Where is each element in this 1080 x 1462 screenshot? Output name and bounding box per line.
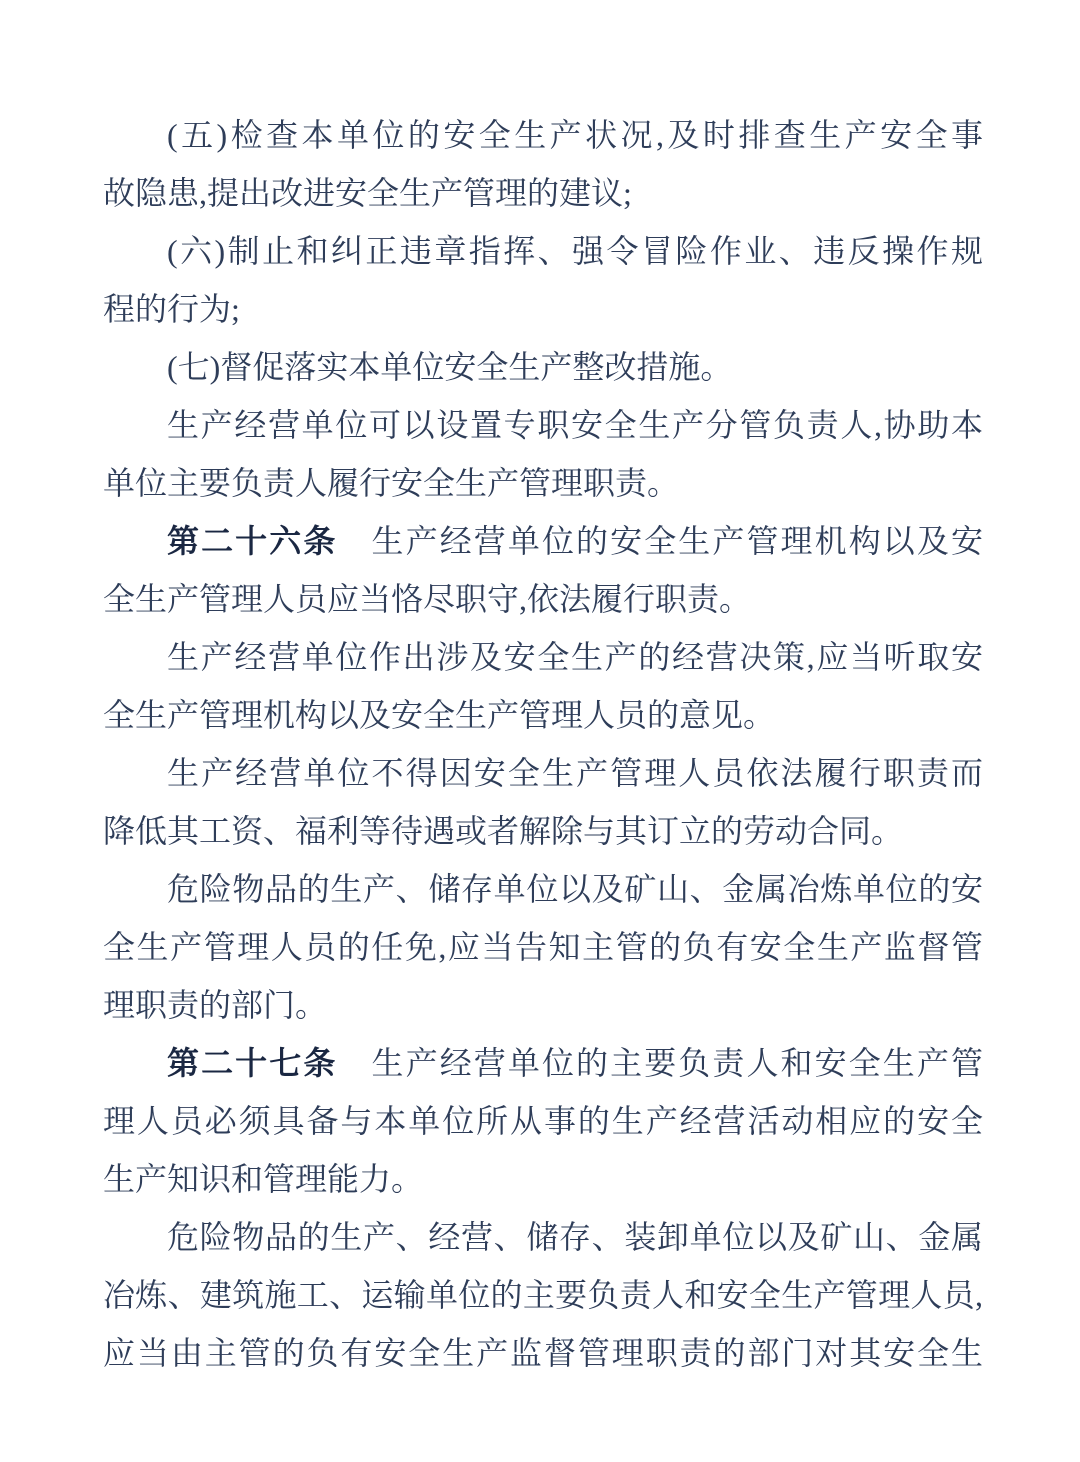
article-number: 第二十六条 [167, 523, 338, 559]
text-segment: 生产经营单位作出涉及安全生产的经营决策,应当听取安 [167, 639, 983, 675]
paragraph [103, 338, 983, 396]
text-line [103, 570, 983, 628]
text-line [103, 1208, 983, 1266]
text-line [103, 686, 983, 744]
paragraph [103, 512, 983, 628]
text-segment: 程的行为; [103, 291, 240, 327]
text-segment: 生产经营单位可以设置专职安全生产分管负责人,协助本 [167, 407, 983, 443]
text-line [103, 976, 983, 1034]
text-segment: 降低其工资、福利等待遇或者解除与其订立的劳动合同。 [103, 813, 904, 849]
text-line [103, 744, 983, 802]
paragraph [103, 222, 983, 338]
text-segment: 全生产管理人员的任免,应当告知主管的负有安全生产监督管 [103, 929, 983, 965]
text-segment: 全生产管理人员应当恪尽职守,依法履行职责。 [103, 581, 752, 617]
text-segment: 理人员必须具备与本单位所从事的生产经营活动相应的安全 [103, 1103, 983, 1139]
paragraph [103, 860, 983, 1034]
paragraph [103, 1034, 983, 1208]
text-line [103, 454, 983, 512]
text-line [103, 106, 983, 164]
text-segment: 生产经营单位不得因安全生产管理人员依法履行职责而 [167, 755, 983, 791]
text-segment: 生产经营单位的安全生产管理机构以及安 [337, 523, 983, 559]
text-line [103, 918, 983, 976]
text-line [103, 396, 983, 454]
text-line [103, 860, 983, 918]
text-segment: (六)制止和纠正违章指挥、强令冒险作业、违反操作规 [167, 233, 983, 269]
text-line [103, 1266, 983, 1324]
article-number: 第二十七条 [167, 1045, 338, 1081]
text-segment: 冶炼、建筑施工、运输单位的主要负责人和安全生产管理人员, [103, 1277, 983, 1313]
text-line [103, 1324, 983, 1382]
text-line [103, 164, 983, 222]
text-segment: 危险物品的生产、经营、储存、装卸单位以及矿山、金属 [167, 1219, 983, 1255]
text-segment: (七)督促落实本单位安全生产整改措施。 [167, 349, 733, 385]
text-line [103, 1034, 983, 1092]
text-segment: (五)检查本单位的安全生产状况,及时排查生产安全事 [167, 117, 983, 153]
paragraph [103, 1208, 983, 1382]
document-content [103, 106, 983, 1382]
text-line [103, 1092, 983, 1150]
paragraph [103, 106, 983, 222]
text-segment: 生产经营单位的主要负责人和安全生产管 [337, 1045, 983, 1081]
text-segment: 危险物品的生产、储存单位以及矿山、金属冶炼单位的安 [167, 871, 983, 907]
text-segment: 全生产管理机构以及安全生产管理人员的意见。 [103, 697, 776, 733]
text-segment: 生产知识和管理能力。 [103, 1161, 424, 1197]
paragraph [103, 628, 983, 744]
text-segment: 应当由主管的负有安全生产监督管理职责的部门对其安全生 [103, 1335, 983, 1371]
text-line [103, 628, 983, 686]
text-line [103, 222, 983, 280]
text-line [103, 1150, 983, 1208]
paragraph [103, 396, 983, 512]
paragraph [103, 744, 983, 860]
text-line [103, 802, 983, 860]
text-line [103, 280, 983, 338]
text-line [103, 338, 983, 396]
text-segment: 故隐患,提出改进安全生产管理的建议; [103, 175, 632, 211]
text-segment: 单位主要负责人履行安全生产管理职责。 [103, 465, 680, 501]
text-segment: 理职责的部门。 [103, 987, 328, 1023]
text-line [103, 512, 983, 570]
